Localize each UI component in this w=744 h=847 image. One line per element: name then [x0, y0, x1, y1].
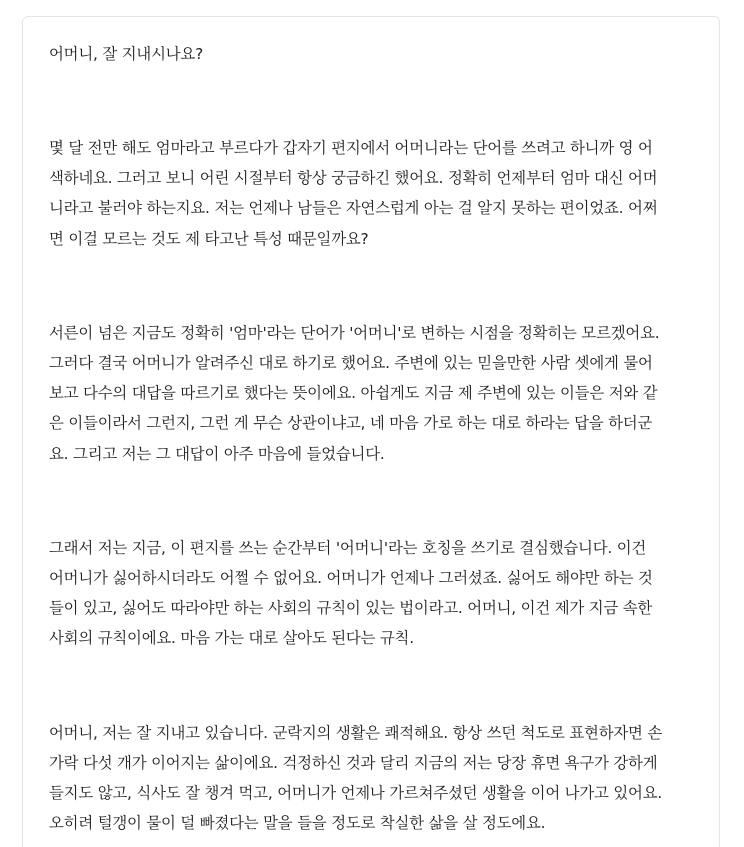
letter-paragraph-2 [49, 318, 693, 469]
paragraph-line: 오히려 털갱이 물이 덜 빠졌다는 말을 들을 정도로 착실한 삶을 살 정도에요. [49, 814, 546, 833]
paragraph-line: 은 이들이라서 그런지, 그런 게 무슨 상관이냐고, 네 마음 가로 하는 대로 하라는 답을 하더군 [49, 414, 653, 433]
letter-paragraph-1 [49, 133, 693, 254]
paragraph-line: 몇 달 전만 해도 엄마라고 부르다가 갑자기 편지에서 어머니라는 단어를 쓰려고 하니까 영 어 [49, 139, 653, 157]
paragraph-line: 어머니가 싫어하시더라도 어쩔 수 없어요. 어머니가 언제나 그러셨죠. 싫어도 해야만 하는 것 [49, 569, 653, 588]
paragraph-line: 가락 다섯 개가 이어지는 삶이에요. 걱정하신 것과 달리 지금의 저는 당장 휴면 욕구가 강하게 [49, 753, 658, 772]
paragraph-line: 들이 있고, 싫어도 따라야만 하는 사회의 규칙이 있는 법이라고. 어머니, 이건 제가 지금 속한 [49, 599, 653, 618]
paragraph-line: 색하네요. 그러고 보니 어린 시절부터 항상 궁금하긴 했어요. 정확히 언제부터 엄마 대신 어머 [49, 169, 658, 188]
paragraph-line: 요. 그리고 저는 그 대답이 아주 마음에 들었습니다. [49, 444, 385, 463]
letter-card [22, 16, 720, 847]
paragraph-line: 서른이 넘은 지금도 정확히 '엄마'라는 단어가 '어머니'로 변하는 시점을 정확히는 모르겠어요. [49, 323, 660, 342]
letter-greeting: 어머니, 잘 지내시나요? [49, 45, 204, 63]
paragraph-line: 그러다 결국 어머니가 알려주신 대로 하기로 했어요. 주변에 있는 믿을만한 사람 셋에게 물어 [49, 354, 653, 373]
paragraph-line: 보고 다수의 대답을 따르기로 했다는 뜻이에요. 아쉽게도 지금 제 주변에 있는 이들은 저와 같 [49, 384, 658, 403]
paragraph-line: 들지도 않고, 식사도 잘 챙겨 먹고, 어머니가 언제나 가르쳐주셨던 생활을 이어 나가고 있어요. [49, 784, 663, 803]
paragraph-line: 사회의 규칙이에요. 마음 가는 대로 살아도 된다는 규칙. [49, 629, 414, 648]
letter-paragraph-4 [49, 718, 693, 839]
paragraph-line: 면 이걸 모르는 것도 제 타고난 특성 때문일까요? [49, 229, 369, 248]
paragraph-line: 어머니, 저는 잘 지내고 있습니다. 군락지의 생활은 쾌적해요. 항상 쓰던 척도로 표현하자면 손 [49, 723, 663, 742]
paragraph-line: 그래서 저는 지금, 이 편지를 쓰는 순간부터 '어머니'라는 호칭을 쓰기로 결심했습니다. 이건 [49, 538, 647, 557]
paragraph-line: 니라고 불러야 하는지요. 저는 언제나 남들은 자연스럽게 아는 걸 알지 못하는 편이었죠. 어쩌 [49, 199, 658, 218]
letter-paragraph-3 [49, 533, 693, 654]
